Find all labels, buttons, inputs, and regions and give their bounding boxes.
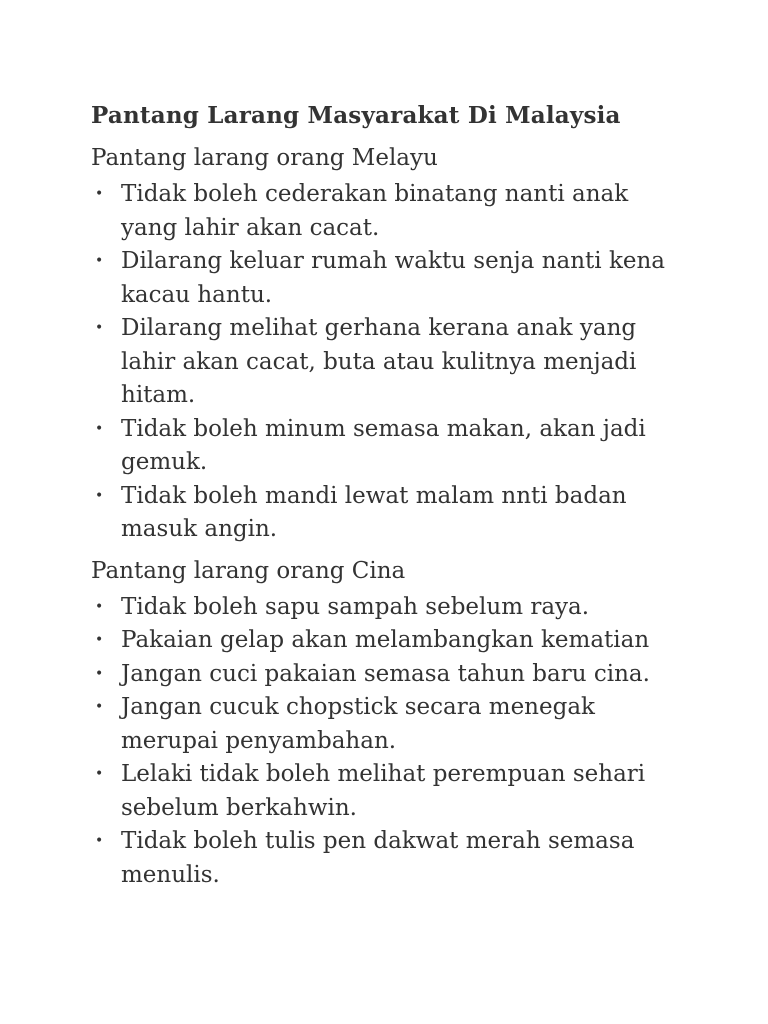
list-item — [91, 691, 691, 758]
list-item — [91, 825, 691, 892]
list-item-text: Jangan cuci pakaian semasa tahun baru cina. — [121, 660, 650, 687]
list-item-text: Tidak boleh cederakan binatang nanti anak yang lahir akan cacat. — [121, 181, 629, 241]
section-melayu — [91, 138, 691, 547]
list-cina — [91, 591, 691, 893]
section-heading-melayu: Pantang larang orang Melayu — [91, 145, 438, 171]
list-item — [91, 413, 691, 480]
bullet-icon: • — [95, 253, 104, 269]
list-item-text: Dilarang melihat gerhana kerana anak yang lahir akan cacat, buta atau kulitnya menjadi hitam. — [121, 315, 637, 408]
list-item — [91, 758, 691, 825]
bullet-icon: • — [95, 186, 104, 202]
bullet-icon: • — [95, 833, 104, 849]
bullet-icon: • — [95, 487, 104, 504]
list-item-text: Tidak boleh sapu sampah sebelum raya. — [121, 593, 590, 620]
bullet-icon: • — [95, 320, 104, 336]
list-item — [91, 591, 691, 625]
list-item-text: Pakaian gelap akan melambangkan kematian — [121, 627, 650, 653]
list-item — [91, 658, 691, 692]
bullet-icon: • — [95, 420, 104, 437]
list-item-text: Tidak boleh mandi lewat malam nnti badan masuk angin. — [121, 482, 627, 542]
bullet-icon: • — [95, 766, 104, 782]
section-cina — [91, 551, 691, 893]
bullet-icon: • — [95, 598, 104, 615]
list-item — [91, 624, 691, 658]
bullet-icon: • — [95, 699, 104, 715]
bullet-icon: • — [95, 665, 104, 682]
document-title: Pantang Larang Masyarakat Di Malaysia — [91, 102, 621, 129]
list-melayu — [91, 178, 691, 547]
bullet-icon: • — [95, 632, 104, 648]
list-item — [91, 480, 691, 547]
list-item — [91, 312, 691, 413]
list-item-text: Dilarang keluar rumah waktu senja nanti kena kacau hantu. — [121, 248, 666, 308]
list-item — [91, 245, 691, 312]
list-item — [91, 178, 691, 245]
list-item-text: Tidak boleh minum semasa makan, akan jadi gemuk. — [121, 415, 646, 475]
document-page — [91, 96, 691, 892]
list-item-text: Lelaki tidak boleh melihat perempuan sehari sebelum berkahwin. — [121, 761, 646, 821]
list-item-text: Tidak boleh tulis pen dakwat merah semasa menulis. — [121, 828, 635, 888]
list-item-text: Jangan cucuk chopstick secara menegak merupai penyambahan. — [121, 694, 595, 754]
section-heading-cina: Pantang larang orang Cina — [91, 557, 406, 584]
